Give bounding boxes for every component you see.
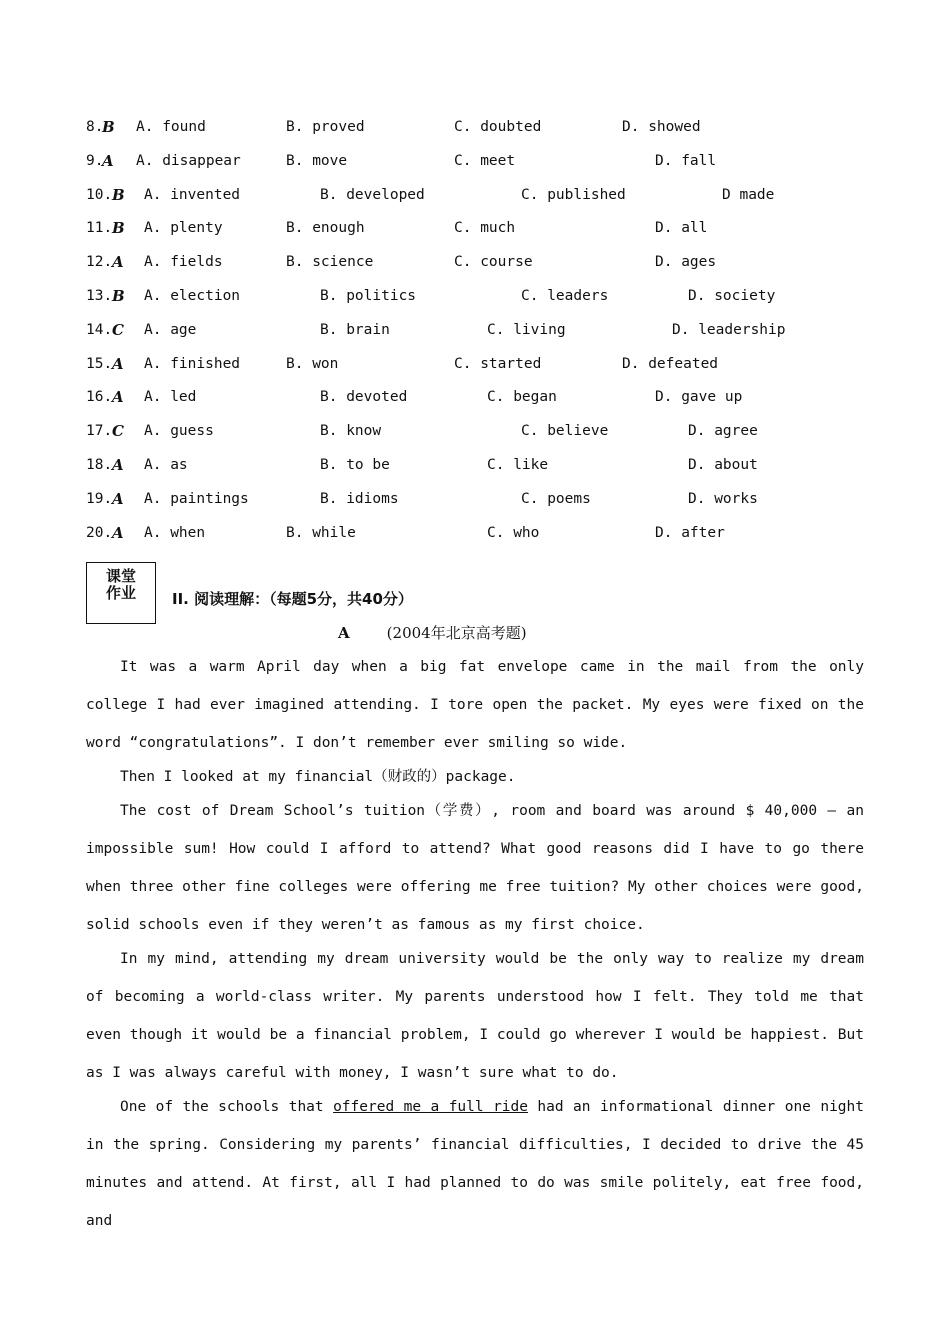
question-number: 16. [86, 389, 113, 406]
option-d: D. defeated [622, 355, 719, 372]
option-c: C. believe [521, 423, 609, 440]
question-answer: B [112, 219, 125, 238]
option-a: A. found [136, 119, 206, 135]
option-b: B. devoted [320, 389, 408, 406]
question-number: 10. [86, 186, 113, 203]
question-number: 17. [86, 423, 113, 440]
passage-letter: A [338, 624, 350, 642]
classwork-box-line2: 作业 [105, 584, 136, 602]
question-number: 11. [86, 220, 113, 237]
option-b: B. won [286, 355, 339, 372]
option-d: D. about [688, 457, 758, 473]
question-answer: A [112, 253, 124, 272]
underlined-phrase: offered me a full ride [333, 1099, 528, 1115]
section-title: II. 阅读理解：（每题5分，共40分） [172, 590, 413, 608]
option-b: B. science [286, 254, 374, 271]
question-answer: A [112, 388, 124, 407]
paragraph-4: In my mind, attending my dream university would be the only way to realize my dream of becoming a world-class writer. My parents understood how I felt. They told me that even though it would be a financial problem, I could go wherever I would be happiest. But as I was always careful with money, I wasn’t sure what to do. [86, 951, 864, 1081]
option-a: A. led [144, 389, 197, 406]
option-a: A. invented [144, 186, 241, 203]
option-a: A. age [144, 321, 197, 338]
option-d: D. agree [688, 423, 758, 440]
option-c: C. published [521, 186, 626, 203]
option-b: B. idioms [320, 490, 399, 507]
paragraph-5 [86, 1088, 864, 1240]
option-d: D. after [655, 524, 725, 541]
option-a: A. plenty [144, 220, 223, 237]
option-d: D made [722, 186, 775, 203]
paragraph-5-text-a: One of the schools that [120, 1099, 334, 1115]
question-number: 15. [86, 355, 113, 372]
question-answer: B [102, 118, 115, 136]
classwork-box-line1: 课堂 [105, 567, 136, 585]
option-d: D. society [688, 288, 776, 304]
option-b: B. to be [320, 457, 390, 473]
option-a: A. disappear [136, 152, 241, 169]
question-answer: C [112, 320, 124, 339]
option-c: C. much [454, 220, 516, 237]
option-b: B. know [320, 423, 382, 440]
option-d: D. ages [655, 254, 717, 271]
option-d: D. works [688, 490, 758, 507]
option-c: C. began [487, 389, 557, 406]
option-d: D. fall [655, 152, 717, 169]
passage-heading [338, 622, 527, 643]
question-answer: B [112, 185, 125, 204]
question-number: 18. [86, 457, 113, 473]
option-c: C. poems [521, 490, 591, 507]
option-c: C. leaders [521, 288, 609, 304]
option-b: B. brain [320, 321, 390, 338]
option-a: A. finished [144, 355, 241, 372]
passage-source: (2004年北京高考题) [386, 624, 527, 642]
option-a: A. as [144, 457, 188, 473]
question-answer: A [112, 456, 124, 474]
option-b: B. politics [320, 288, 417, 304]
option-c: C. who [487, 524, 540, 541]
paragraph-5-text-b: had an informational dinner one night in the spring. Considering my parents’ financial difficulties, I decided to drive the 45 minutes and attend. At first, all I had planned to do was smile politely, eat free food, and [86, 1099, 864, 1229]
option-c: C. doubted [454, 119, 542, 135]
paragraph-2: Then I looked at my financial（财政的）package. [120, 769, 516, 785]
question-answer: C [112, 422, 124, 441]
question-answer: A [112, 523, 124, 542]
option-b: B. proved [286, 119, 365, 135]
question-number: 14. [86, 321, 113, 338]
option-c: C. living [487, 321, 566, 338]
question-answer: B [112, 287, 125, 305]
option-d: D. all [655, 220, 708, 237]
option-a: A. election [144, 288, 241, 304]
option-b: B. developed [320, 186, 425, 203]
question-number: 19. [86, 490, 113, 507]
option-a: A. when [144, 524, 206, 541]
option-b: B. while [286, 524, 356, 541]
option-d: D. leadership [672, 321, 786, 338]
option-c: C. like [487, 457, 549, 473]
question-number: 13. [86, 288, 113, 304]
option-a: A. paintings [144, 490, 249, 507]
question-answer: A [112, 489, 124, 508]
option-d: D. showed [622, 119, 701, 135]
paragraph-3: The cost of Dream School’s tuition（学费）, room and board was around $ 40,000 — an impossible sum! How could I afford to attend? What good reasons did I have to go there when three other fine colleges were offering me free tuition? My other choices were good, solid schools even if they weren’t as famous as my first choice. [86, 803, 864, 933]
option-a: A. guess [144, 423, 214, 440]
option-c: C. started [454, 355, 542, 372]
classwork-box [86, 562, 156, 624]
question-answer: A [102, 151, 114, 170]
option-c: C. meet [454, 152, 516, 169]
paragraph-1: It was a warm April day when a big fat envelope came in the mail from the only college I had ever imagined attending. I tore open the packet. My eyes were fixed on the word “congratulations”. I don’t remember ever smiling so wide. [86, 659, 864, 751]
question-number: 20. [86, 524, 113, 541]
option-b: B. enough [286, 220, 365, 237]
option-d: D. gave up [655, 389, 743, 406]
option-a: A. fields [144, 254, 223, 271]
option-c: C. course [454, 254, 533, 271]
question-answer: A [112, 354, 124, 373]
question-number: 8. [86, 119, 104, 135]
question-number: 12. [86, 254, 113, 271]
question-number: 9. [86, 152, 104, 169]
option-b: B. move [286, 152, 348, 169]
